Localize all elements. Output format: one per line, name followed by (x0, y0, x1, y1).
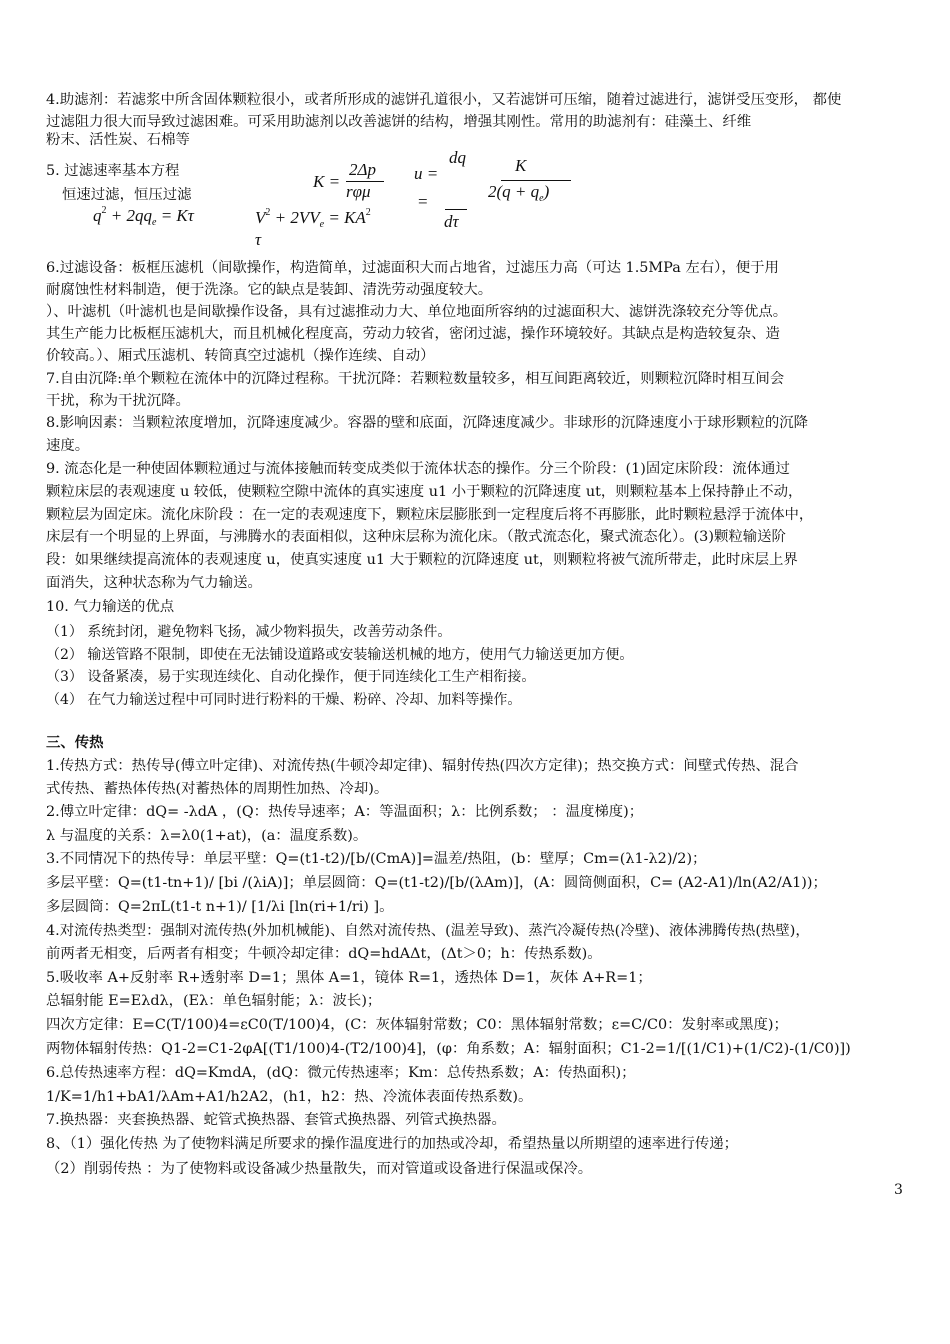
text-line: 耐腐蚀性材料制造，便于洗涤。它的缺点是装卸、清洗劳动强度较大。 (46, 282, 493, 298)
list-item: （3） 设备紧凑，易于实现连续化、自动化操作，便于同连续化工生产相衔接。 (46, 669, 536, 685)
text-line: 床层有一个明显的上界面，与沸腾水的表面相似，这种床层称为流化床。（散式流态化，聚式流态化）。(3)颗粒输送阶 (46, 529, 786, 545)
text-line: 6.过滤设备：板框压滤机（间歇操作，构造简单，过滤面积大而占地省，过滤压力高（可达 1.5MPa 左右），便于用 (46, 260, 779, 276)
fraction-bar (445, 209, 467, 210)
text-line: 过滤阻力很大而导致过滤困难。可采用助滤剂以改善滤饼的结构，增强其刚性。常用的助滤剂有：硅藻土、纤维 (46, 114, 752, 130)
text-line: 干扰，称为干扰沉降。 (46, 393, 190, 409)
equation-k-lhs: K = (313, 172, 341, 191)
equation-dtau: dτ (444, 212, 459, 231)
text-line: 8.影响因素：当颗粒浓度增加，沉降速度减少。容器的壁和底面，沉降速度减少。非球形的沉降速度小于球形颗粒的沉降 (46, 415, 809, 431)
text-line: 总辐射能 E=Eλdλ，(Eλ：单色辐射能；λ：波长)； (46, 993, 382, 1009)
text-line: 6.总传热速率方程：dQ=KmdA，(dQ：微元传热速率；Km：总传热系数；A：传热面积)； (46, 1065, 636, 1081)
text-line: 10. 气力输送的优点 (46, 599, 175, 615)
equation-tau: τ (255, 230, 262, 249)
text-line: 式传热、蓄热体传热(对蓄热体的周期性加热、冷却)。 (46, 781, 389, 797)
equation-u-lhs: u = (414, 164, 439, 183)
text-line: 9. 流态化是一种使固体颗粒通过与流体接触而转变成类似于流体状态的操作。分三个阶段：(1)固定床阶段：流体通过 (46, 461, 790, 477)
text-line: 4.对流传热类型：强制对流传热(外加机械能)、自然对流传热、(温差导致)、蒸汽冷凝传热(冷壁)、液体沸腾传热(热壁)， (46, 923, 810, 939)
text-line: 四次方定律：E=C(T/100)4=εC0(T/100)4，(C：灰体辐射常数；C0：黑体辐射常数；ε=C/C0：发射率或黑度)； (46, 1017, 788, 1033)
equation-k-numerator: 2Δp (349, 160, 376, 179)
text-line: 3.不同情况下的热传导：单层平壁：Q=(t1-t2)/[b/(CmA)]=温差/热阻，(b：壁厚；Cm=(λ1-λ2)/2)； (46, 851, 707, 867)
text-line: 多层平壁：Q=(t1-tn+1)/ [bi /(λiA)]；单层圆筒：Q=(t1-t2)/[b/(λAm)]，(A：圆筒侧面积，C= (A2-A1)/ln(A2/A1))； (46, 875, 827, 891)
list-item: （1） 系统封闭，避免物料飞扬，减少物料损失，改善劳动条件。 (46, 624, 452, 640)
text-line: 4.助滤剂：若滤浆中所含固体颗粒很小，或者所形成的滤饼孔道很小，又若滤饼可压缩，随着过滤进行，滤饼受压变形， 都使 (46, 92, 842, 108)
equation-u-equals: = (418, 192, 428, 211)
text-line: 7.换热器：夹套换热器、蛇管式换热器、套管式换热器、列管式换热器。 (46, 1112, 506, 1128)
text-line: 面消失，这种状态称为气力输送。 (46, 575, 262, 591)
text-line: 颗粒床层的表观速度 u 较低，使颗粒空隙中流体的真实速度 u1 小于颗粒的沉降速度 ut，则颗粒基本上保持静止不动， (46, 484, 803, 500)
text-line: 粉末、活性炭、石棉等 (46, 132, 190, 148)
equation-k-denominator: rφμ (346, 182, 371, 201)
text-line: 段：如果继续提高流体的表观速度 u，使真实速度 u1 大于颗粒的沉降速度 ut，则颗粒将被气流所带走，此时床层上界 (46, 552, 798, 568)
equation-rate-numerator: K (515, 156, 527, 175)
section-heading: 三、传热 (46, 734, 104, 751)
text-line: 1.传热方式：热传导(傅立叶定律)、对流传热(牛顿冷却定律)、辐射传热(四次方定律)；热交换方式：间壁式传热、混合 (46, 758, 799, 774)
text-line: （2）削弱传热 ：为了使物料或设备减少热量散失，而对管道或设备进行保温或保冷。 (46, 1161, 593, 1177)
text-line: 1/K=1/h1+bA1/λAm+A1/h2A2，(h1，h2：热、冷流体表面传热系数)。 (46, 1089, 533, 1105)
equation-rate-denominator: $2(q + q_e)$ (488, 182, 550, 204)
text-line: 8、（1）强化传热 为了使物料满足所要求的操作温度进行的加热或冷却，希望热量以所期望的速率进行传递； (46, 1136, 739, 1152)
text-line: λ 与温度的关系：λ=λ0(1+at)，(a：温度系数)。 (46, 828, 368, 844)
list-item: （2） 输送管路不限制，即使在无法铺设道路或安装输送机械的地方，使用气力输送更加方便。 (46, 647, 634, 663)
text-line: 5.吸收率 A+反射率 R+透射率 D=1；黑体 A=1，镜体 R=1，透热体 D=1，灰体 A+R=1； (46, 970, 652, 986)
text-line: 价较高。）、厢式压滤机、转筒真空过滤机（操作连续、自动） (46, 348, 435, 364)
list-item: （4） 在气力输送过程中可同时进行粉料的干燥、粉碎、冷却、加料等操作。 (46, 692, 522, 708)
text-line: 其生产能力比板框压滤机大，而且机械化程度高，劳动力较省，密闭过滤，操作环境较好。其缺点是构造较复杂、造 (46, 326, 780, 342)
text-line: 5. 过滤速率基本方程 (46, 163, 180, 179)
text-line: 2.傅立叶定律：dQ= -λdA ，(Q：热传导速率；A：等温面积；λ：比例系数； ：温度梯度)； (46, 804, 644, 820)
equation-constant-pressure: $V^2 + 2VV_e = KA^2$ (255, 207, 371, 230)
text-line: 颗粒层为固定床。流化床阶段 ：在一定的表观速度下，颗粒床层膨胀到一定程度后将不再膨胀，此时颗粒悬浮于流体中， (46, 507, 814, 523)
text-line: 前两者无相变，后两者有相变；牛顿冷却定律：dQ=hdAΔt，(Δt＞0；h：传热系数)。 (46, 946, 602, 962)
text-line: 速度。 (46, 438, 90, 454)
text-line: 恒速过滤，恒压过滤 (62, 187, 192, 203)
text-line: ）、叶滤机（叶滤机也是间歇操作设备，具有过滤推动力大、单位地面所容纳的过滤面积大、滤饼洗涤较充分等优点。 (46, 304, 788, 320)
text-line: 7.自由沉降:单个颗粒在流体中的沉降过程称。干扰沉降：若颗粒数量较多，相互间距离较近，则颗粒沉降时相互间会 (46, 371, 785, 387)
fraction-bar (501, 180, 571, 181)
equation-dq: dq (449, 148, 466, 167)
page-number: 3 (894, 1182, 903, 1198)
equation-constant-rate: $q^2 + 2qq_e = K\tau$ (93, 205, 194, 228)
text-line: 两物体辐射传热：Q1-2=C1-2φA[(T1/100)4-(T2/100)4]，(φ：角系数；A：辐射面积；C1-2=1/[(1/C1)+(1/C2)-(1/C0)]) (46, 1041, 851, 1057)
text-line: 多层圆筒：Q=2πL(t1-t n+1)/ [1/λi [ln(ri+1/ri) ]。 (46, 899, 394, 915)
